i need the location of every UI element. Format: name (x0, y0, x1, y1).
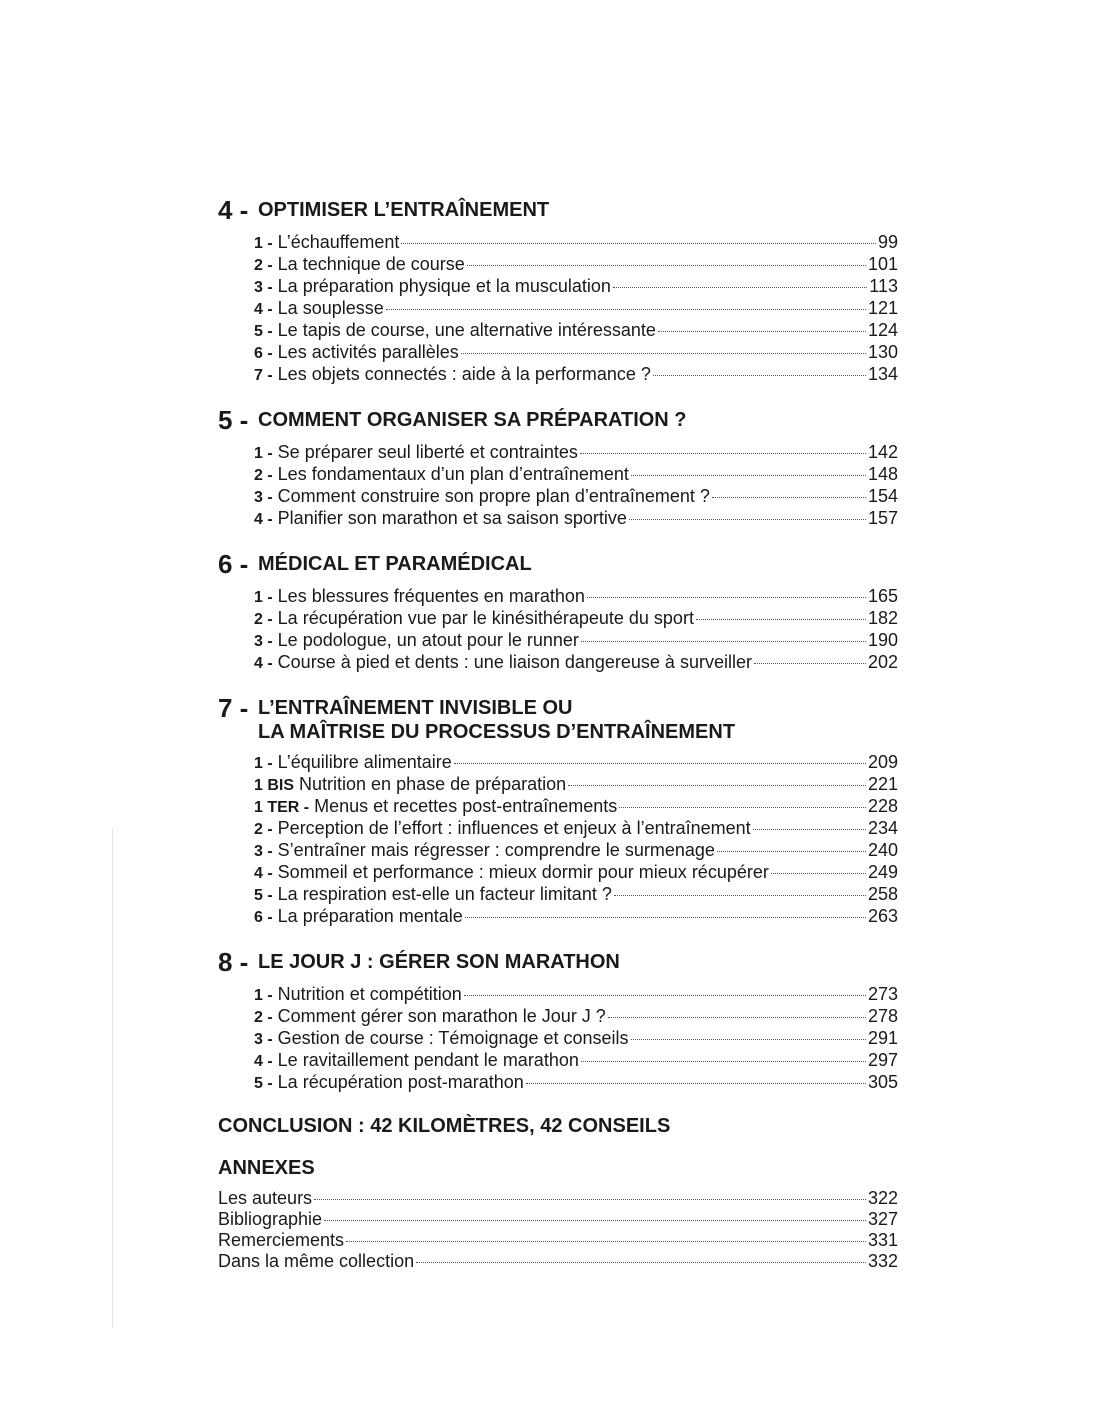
entry-page-number: 249 (867, 862, 898, 882)
entry-number: 7 - (254, 367, 273, 384)
toc-entry (254, 1050, 898, 1072)
entry-page-number: 273 (867, 984, 898, 1004)
chapter-heading (218, 406, 898, 434)
chapter-title: OPTIMISER L’ENTRAÎNEMENT (258, 199, 550, 221)
chapter-title: MÉDICAL ET PARAMÉDICAL (258, 553, 532, 575)
entry-page-number: 209 (867, 752, 898, 772)
entry-page-number: 305 (867, 1072, 898, 1092)
chapter-number: 8 - (218, 947, 249, 977)
entry-title: Les fondamentaux d’un plan d’entraînement (277, 464, 629, 484)
entry-number: 4 - (254, 655, 273, 672)
entry-number: 2 - (254, 467, 273, 484)
entry-number: 2 - (254, 1009, 273, 1026)
toc-entry (254, 1006, 898, 1028)
dot-leader (631, 1039, 866, 1040)
entry-number: 1 - (254, 235, 273, 252)
annex-entry (218, 1188, 898, 1209)
entry-title: Comment gérer son marathon le Jour J ? (277, 1006, 606, 1026)
chapter-title: L’ENTRAÎNEMENT INVISIBLE OU LA MAÎTRISE DU PROCESSUS D’ENTRAÎNEMENT (258, 697, 736, 743)
toc-entry (254, 232, 898, 254)
toc-entry (254, 486, 898, 508)
entry-page-number: 228 (867, 796, 898, 816)
entry-page-number: 165 (867, 586, 898, 606)
chapter-section (218, 406, 898, 530)
dot-leader (465, 917, 866, 918)
chapter-entries (254, 586, 898, 674)
entry-title: Sommeil et performance : mieux dormir pour mieux récupérer (277, 862, 769, 882)
entry-title: Les activités parallèles (277, 342, 459, 362)
toc-entry (254, 254, 898, 276)
toc-entry (254, 276, 898, 298)
annex-entry (218, 1230, 898, 1251)
toc-entry (254, 1028, 898, 1050)
entry-number: 5 - (254, 323, 273, 340)
dot-leader (580, 453, 866, 454)
dot-leader (461, 353, 866, 354)
toc-entry (254, 774, 898, 796)
chapter-number: 7 - (218, 693, 249, 723)
chapter-section (218, 948, 898, 1094)
entry-page-number: 263 (867, 906, 898, 926)
entry-number: 2 - (254, 257, 273, 274)
entry-title: Nutrition en phase de préparation (299, 774, 567, 794)
dot-leader (416, 1262, 866, 1263)
dot-leader (526, 1083, 866, 1084)
dot-leader (314, 1199, 866, 1200)
entry-title: La préparation physique et la musculation (277, 276, 611, 296)
chapter-entries (254, 984, 898, 1094)
entry-page-number: 221 (867, 774, 898, 794)
entry-number: 3 - (254, 279, 273, 296)
entry-title: Le ravitaillement pendant le marathon (277, 1050, 579, 1070)
entry-number: 4 - (254, 511, 273, 528)
entry-title: L’équilibre alimentaire (277, 752, 452, 772)
chapter-number: 6 - (218, 549, 249, 579)
toc-entry (254, 586, 898, 608)
entry-title: La technique de course (277, 254, 465, 274)
toc-entry (254, 298, 898, 320)
dot-leader (696, 619, 866, 620)
entry-number: 3 - (254, 633, 273, 650)
entry-page-number: 99 (877, 232, 898, 252)
entry-number: 6 - (254, 909, 273, 926)
entry-title: Comment construire son propre plan d’entraînement ? (277, 486, 710, 506)
chapter-heading (218, 948, 898, 976)
dot-leader (613, 287, 867, 288)
dot-leader (658, 331, 866, 332)
entry-title: L’échauffement (277, 232, 400, 252)
dot-leader (753, 829, 866, 830)
toc-entry (254, 442, 898, 464)
dot-leader (346, 1241, 866, 1242)
toc-entry (254, 752, 898, 774)
entry-number: 5 - (254, 1075, 273, 1092)
dot-leader (454, 763, 866, 764)
entry-number: 3 - (254, 1031, 273, 1048)
entry-number: 5 - (254, 887, 273, 904)
dot-leader (324, 1220, 866, 1221)
entry-page-number: 142 (867, 442, 898, 462)
annexes-heading: ANNEXES (218, 1157, 315, 1179)
entry-title: S’entraîner mais régresser : comprendre le surmenage (277, 840, 715, 860)
toc-entry (254, 862, 898, 884)
entry-page-number: 121 (867, 298, 898, 318)
chapter-entries (254, 752, 898, 928)
dot-leader (386, 309, 866, 310)
chapter-list (218, 196, 898, 1094)
dot-leader (619, 807, 866, 808)
toc-entry (254, 630, 898, 652)
chapter-section (218, 550, 898, 674)
entry-page-number: 291 (867, 1028, 898, 1048)
page-margin-line (112, 828, 113, 1328)
toc-entry (254, 464, 898, 486)
annex-entry (218, 1209, 898, 1230)
conclusion-heading: CONCLUSION : 42 KILOMÈTRES, 42 CONSEILS (218, 1115, 671, 1137)
entry-page-number: 278 (867, 1006, 898, 1026)
entry-number: 1 - (254, 445, 273, 462)
entry-number: 1 TER - (254, 799, 310, 816)
entry-number: 2 - (254, 821, 273, 838)
entry-page-number: 130 (867, 342, 898, 362)
toc-entry (254, 796, 898, 818)
dot-leader (608, 1017, 866, 1018)
toc-entry (254, 1072, 898, 1094)
toc-entry (254, 608, 898, 630)
dot-leader (464, 995, 866, 996)
entry-title: La préparation mentale (277, 906, 463, 926)
entry-page-number: 134 (867, 364, 898, 384)
annexes-section (218, 1156, 898, 1272)
entry-page-number: 258 (867, 884, 898, 904)
entry-page-number: 157 (867, 508, 898, 528)
entry-page-number: 182 (867, 608, 898, 628)
dot-leader (712, 497, 866, 498)
entry-number: 4 - (254, 1053, 273, 1070)
entry-number: 1 BIS (254, 777, 295, 794)
entry-title: Dans la même collection (218, 1251, 415, 1271)
chapter-title: LE JOUR J : GÉRER SON MARATHON (258, 951, 620, 973)
dot-leader (614, 895, 866, 896)
toc-entry (254, 364, 898, 386)
entry-title: Les blessures fréquentes en marathon (277, 586, 585, 606)
toc-entry (254, 320, 898, 342)
toc-entry (254, 818, 898, 840)
entry-page-number: 202 (867, 652, 898, 672)
entry-title: Gestion de course : Témoignage et conseils (277, 1028, 629, 1048)
dot-leader (653, 375, 866, 376)
entry-page-number: 332 (867, 1251, 898, 1271)
entry-page-number: 327 (867, 1209, 898, 1229)
entry-title: Le podologue, un atout pour le runner (277, 630, 579, 650)
dot-leader (587, 597, 866, 598)
dot-leader (581, 641, 866, 642)
entry-title: Bibliographie (218, 1209, 323, 1229)
entry-page-number: 297 (867, 1050, 898, 1070)
entry-number: 4 - (254, 865, 273, 882)
entry-number: 1 - (254, 987, 273, 1004)
chapter-section (218, 694, 898, 928)
entry-title: Course à pied et dents : une liaison dangereuse à surveiller (277, 652, 752, 672)
entry-page-number: 322 (867, 1188, 898, 1208)
dot-leader (754, 663, 866, 664)
entry-number: 3 - (254, 489, 273, 506)
entry-title: Nutrition et compétition (277, 984, 462, 1004)
entry-title: Planifier son marathon et sa saison sportive (277, 508, 627, 528)
dot-leader (631, 475, 866, 476)
chapter-number: 4 - (218, 195, 249, 225)
dot-leader (568, 785, 866, 786)
entry-page-number: 331 (867, 1230, 898, 1250)
dot-leader (771, 873, 866, 874)
dot-leader (467, 265, 866, 266)
entry-title: Les auteurs (218, 1188, 313, 1208)
dot-leader (581, 1061, 866, 1062)
chapter-number: 5 - (218, 405, 249, 435)
chapter-heading (218, 196, 898, 224)
entry-page-number: 190 (867, 630, 898, 650)
entry-page-number: 101 (867, 254, 898, 274)
entry-title: La récupération vue par le kinésithérapeute du sport (277, 608, 694, 628)
chapter-title: COMMENT ORGANISER SA PRÉPARATION ? (258, 409, 687, 431)
dot-leader (629, 519, 866, 520)
entry-page-number: 240 (867, 840, 898, 860)
entry-title: Les objets connectés : aide à la performance ? (277, 364, 651, 384)
toc-entry (254, 652, 898, 674)
entry-page-number: 154 (867, 486, 898, 506)
dot-leader (717, 851, 866, 852)
chapter-section (218, 196, 898, 386)
entry-number: 1 - (254, 589, 273, 606)
entry-title: Se préparer seul liberté et contraintes (277, 442, 578, 462)
entry-number: 4 - (254, 301, 273, 318)
toc-entry (254, 884, 898, 906)
entry-page-number: 113 (869, 276, 898, 296)
toc-entry (254, 840, 898, 862)
chapter-entries (254, 232, 898, 386)
entry-number: 6 - (254, 345, 273, 362)
chapter-heading (218, 694, 898, 744)
entry-title: Menus et recettes post-entraînements (314, 796, 618, 816)
entry-page-number: 148 (867, 464, 898, 484)
entry-title: Le tapis de course, une alternative intéressante (277, 320, 656, 340)
entry-number: 2 - (254, 611, 273, 628)
chapter-entries (254, 442, 898, 530)
toc-entry (254, 984, 898, 1006)
entry-title: La respiration est-elle un facteur limitant ? (277, 884, 612, 904)
toc-entry (254, 342, 898, 364)
annexes-list (218, 1188, 898, 1272)
entry-page-number: 234 (867, 818, 898, 838)
chapter-heading (218, 550, 898, 578)
entry-number: 3 - (254, 843, 273, 860)
dot-leader (401, 243, 876, 244)
toc-entry (254, 906, 898, 928)
annex-entry (218, 1251, 898, 1272)
entry-title: Remerciements (218, 1230, 345, 1250)
toc-entry (254, 508, 898, 530)
entry-title: Perception de l’effort : influences et enjeux à l’entraînement (277, 818, 751, 838)
entry-number: 1 - (254, 755, 273, 772)
table-of-contents (218, 196, 898, 1272)
entry-title: La souplesse (277, 298, 384, 318)
entry-title: La récupération post-marathon (277, 1072, 524, 1092)
entry-page-number: 124 (867, 320, 898, 340)
